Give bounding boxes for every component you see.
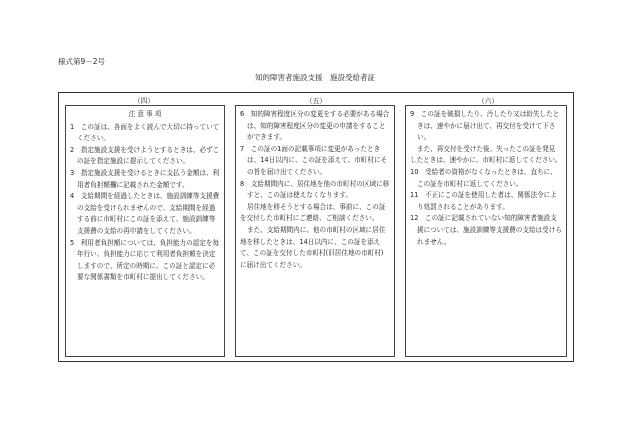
notes-column-4 <box>65 105 225 357</box>
note-item-8-detail-2: また、支給期間内に、他の市町村の区域に居住地を移したときは、14日以内に、この証を添えて、この証を交付した市町村(旧居住地の市町村)に届け出てください。 <box>240 225 386 269</box>
note-item-4: 4 支給期間を経過したときは、施設訓練等支援費の支給を受けられませんので、支給期間を経過する前に市町村にこの証を添えて、施設訓練等支援費の支給の再申請をしてください。 <box>70 192 220 235</box>
column-header-5: （五） <box>305 97 327 105</box>
column-header-4: （四） <box>133 97 155 105</box>
note-item-1: 1 この証は、各面をよく読んで大切に持っていてください。 <box>70 122 220 143</box>
note-item-5: 5 利用者負担額については、負担能力の認定を毎年行い、負担能力に応じて利用者負担額を決定しますので、所定の時期に、この証と認定に必要な関係書類を市町村に提出してください。 <box>70 238 220 282</box>
form-title: 知的障害者施設支援 施設受給者証 <box>255 73 375 82</box>
note-item-12: 12 この証に記載されていない知的障害者施設支援については、施設訓練等支援費の支給は受けられません。 <box>410 214 562 246</box>
note-item-7: 7 この証の1面の記載事項に変更があったときは、14日以内に、この証を添えて、市町村にその旨を届け出てください。 <box>240 144 388 176</box>
certificate-frame <box>58 92 574 362</box>
notes-column-5 <box>235 105 395 357</box>
note-item-11: 11 不正にこの証を使用した者は、関係法令により処罰されることがあります。 <box>410 191 557 211</box>
note-item-9: 9 この証を破損したり、汚したり又は紛失したときは、速やかに届け出て、再交付を受けて下さい。 <box>410 110 560 142</box>
note-item-9-detail: また、再交付を受けた後、失ったこの証を発見したときは、速やかに、市町村に返してください。 <box>410 144 562 165</box>
notes-column-6 <box>405 105 567 357</box>
column-header-6: （六） <box>477 97 499 105</box>
form-number: 様式第9－2号 <box>58 57 106 66</box>
note-item-3: 3 指定施設支援を受けるときに支払う金額は、利用者負担額欄に記載された金額です。 <box>70 168 220 189</box>
notes-heading: 注 意 事 項 <box>128 110 162 118</box>
note-item-10: 10 受給者の資格がなくなったときは、直ちに、この証を市町村に返してください。 <box>410 167 557 188</box>
note-item-8: 8 支給期間内に、居住地を他の市町村の区域に移すと、この証は使えなくなります。 <box>240 179 390 200</box>
note-item-2: 2 指定施設支援を受けようとするときは、必ずこの証を指定施設に提示してください。 <box>70 145 220 166</box>
note-item-8-detail-1: 居住地を移そうとする場合は、事前に、この証を交付した市町村にご連絡、ご相談ください。 <box>240 202 386 223</box>
note-item-6: 6 知的障害程度区分の変更をする必要がある場合は、知的障害程度区分の変更の申請をすることができます。 <box>240 110 390 142</box>
